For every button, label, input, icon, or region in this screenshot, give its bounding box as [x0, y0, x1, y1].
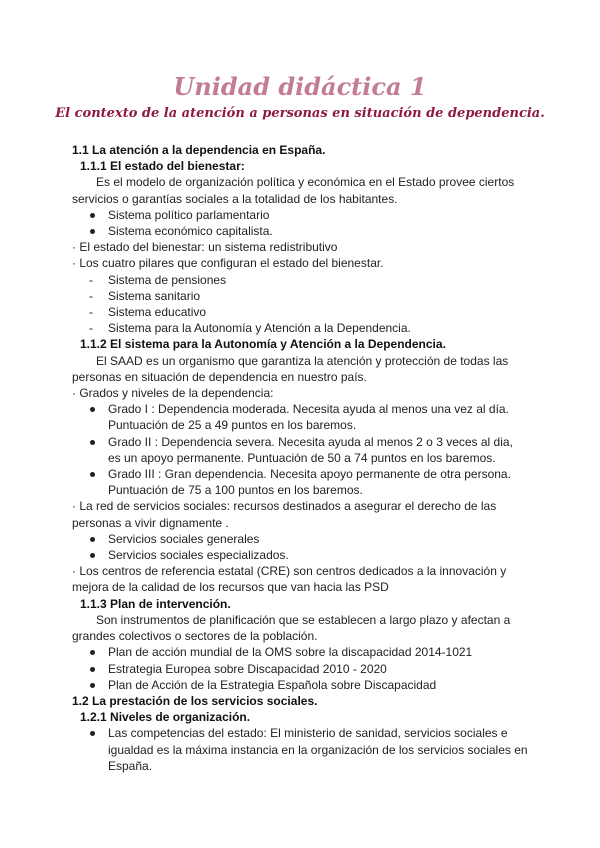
list-item: Grado III : Gran dependencia. Necesita apoyo permanente de otra persona. Puntuación de 75 a 100 puntos en los baremos. — [72, 466, 528, 498]
list-item: - Sistema educativo — [72, 304, 528, 320]
line-redistributivo: · El estado del bienestar: un sistema redistributivo — [72, 240, 338, 255]
section-heading-1-1: 1.1 La atención a la dependencia en España. — [72, 143, 326, 157]
list-item: - Sistema de pensiones — [72, 272, 528, 288]
list-item: Sistema político parlamentario — [72, 207, 528, 223]
list-item: Plan de Acción de la Estrategia Española sobre Discapacidad — [72, 677, 528, 693]
list-pilares — [72, 272, 528, 337]
list-item: Servicios sociales generales — [72, 531, 528, 547]
list-niveles — [72, 725, 528, 774]
list-item: Plan de acción mundial de la OMS sobre la discapacidad 2014-1021 — [72, 644, 528, 660]
list-grados — [72, 401, 528, 498]
section-heading-1-1-3: 1.1.3 Plan de intervención. — [80, 596, 231, 611]
paragraph-estado-bienestar: Es el modelo de organización política y económica en el Estado provee ciertos servicios o garantías sociales a la totalidad de los habitantes. — [72, 175, 515, 206]
list-item: Servicios sociales especializados. — [72, 547, 528, 563]
list-item: Grado II : Dependencia severa. Necesita ayuda al menos 2 o 3 veces al dia, es un apoyo permanente. Puntuación de 50 a 74 puntos en los baremos. — [72, 434, 528, 466]
document-body — [72, 142, 528, 774]
list-item: - Sistema para la Autonomía y Atención a la Dependencia. — [72, 320, 528, 336]
list-servicios — [72, 531, 528, 563]
section-heading-1-2: 1.2 La prestación de los servicios sociales. — [72, 693, 318, 708]
list-item: Grado I : Dependencia moderada. Necesita ayuda al menos una vez al día. Puntuación de 25 a 49 puntos en los baremos. — [72, 401, 528, 433]
section-heading-1-1-2: 1.1.2 El sistema para la Autonomía y Atención a la Dependencia. — [80, 337, 446, 352]
page-subtitle: El contexto de la atención a personas en situación de dependencia. — [55, 106, 545, 121]
line-cuatro-pilares: · Los cuatro pilares que configuran el estado del bienestar. — [72, 256, 384, 271]
list-item: Las competencias del estado: El ministerio de sanidad, servicios sociales e igualdad es la máxima instancia en la organización de los servicios sociales en España. — [72, 725, 528, 774]
paragraph-plan: Son instrumentos de planificación que se establecen a largo plazo y afectan a grandes colectivos o sectores de la población. — [72, 612, 511, 644]
line-red-servicios: · La red de servicios sociales: recursos destinados a asegurar el derecho de las personas a vivir dignamente . — [72, 499, 497, 530]
list-item: Sistema económico capitalista. — [72, 223, 528, 239]
list-planes — [72, 644, 528, 693]
section-heading-1-2-1: 1.2.1 Niveles de organización. — [80, 710, 251, 725]
line-grados: · Grados y niveles de la dependencia: — [72, 386, 274, 401]
list-item: Estrategia Europea sobre Discapacidad 2010 - 2020 — [72, 661, 528, 677]
line-cre: · Los centros de referencia estatal (CRE) son centros dedicados a la innovación y mejora de la calidad de los recursos que van hacia las PSD — [72, 564, 507, 595]
section-heading-1-1-1: 1.1.1 El estado del bienestar: — [80, 159, 245, 174]
page-title: Unidad didáctica 1 — [173, 72, 427, 101]
list-sistemas — [72, 207, 528, 239]
list-item: - Sistema sanitario — [72, 288, 528, 304]
paragraph-saad: El SAAD es un organismo que garantiza la atención y protección de todas las personas en situación de dependencia en nuestro país. — [72, 353, 509, 384]
